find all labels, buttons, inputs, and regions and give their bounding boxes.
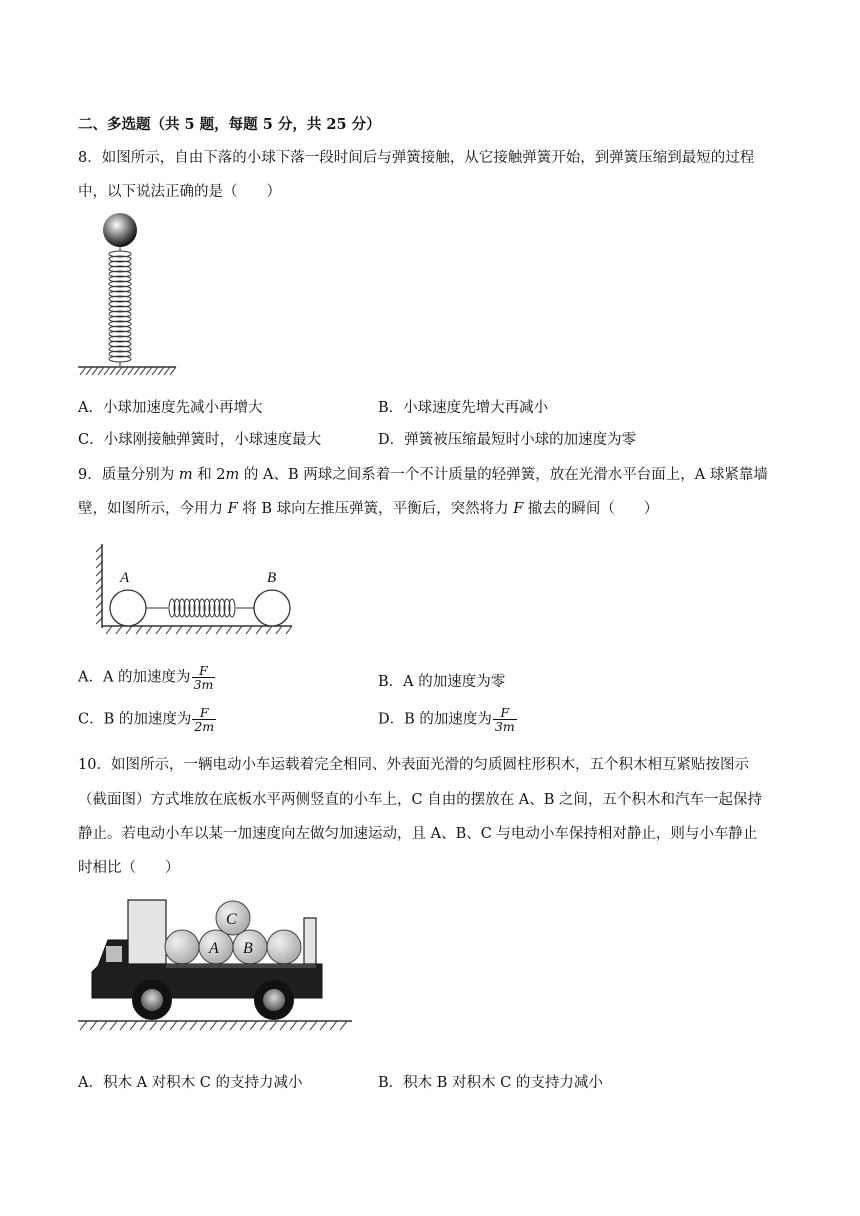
log-icon [165, 930, 199, 964]
q8-option-a: A．小球加速度先减小再增大 [78, 400, 263, 416]
truck-window [106, 946, 122, 962]
label-c: C [226, 911, 237, 928]
log-icon [267, 930, 301, 964]
q9-stem-line2: 壁，如图所示，今用力 F 将 B 球向左推压弹簧，平衡后，突然将力 F 撤去的瞬间（ ） [78, 501, 659, 517]
q9-option-a: A．A 的加速度为 $\frac{F}{3m}$ [78, 663, 214, 692]
wall-hatch-icon [96, 544, 102, 628]
q10-stem-line2: （截面图）方式堆放在底板水平两侧竖直的小车上，C 自由的摆放在 A、B 之间，五个积木和汽车一起保持 [78, 792, 763, 808]
ball-b-icon [254, 590, 290, 626]
label-a: A [209, 940, 219, 957]
spring-icon [109, 247, 131, 366]
q9-option-d: D．B 的加速度为 $\frac{F}{3m}$ [378, 705, 515, 734]
truck-tailgate [304, 918, 316, 964]
q8-ball-spring-figure [76, 210, 186, 380]
label-b: B [243, 940, 253, 957]
section-title: 二、多选题（共 5 题，每题 5 分，共 25 分） [78, 116, 381, 133]
wheel-hub-icon [263, 989, 285, 1011]
q9-option-c: C．B 的加速度为 $\frac{F}{2m}$ [78, 705, 215, 734]
label-a: A [120, 570, 130, 586]
force-variable: F [227, 501, 238, 517]
q10-stem-line4: 时相比（ ） [78, 860, 180, 876]
q8-stem-line1: 8．如图所示，自由下落的小球下落一段时间后与弹簧接触，从它接触弹簧开始，到弹簧压缩到最短的过程 [78, 150, 755, 166]
label-b: B [267, 570, 277, 586]
q10-truck-figure [78, 890, 354, 1040]
mass-variable: m [178, 467, 193, 483]
q8-option-c: C．小球刚接触弹簧时，小球速度最大 [78, 432, 322, 448]
wheel-hub-icon [141, 989, 163, 1011]
q9-option-b: B．A 的加速度为零 [378, 674, 506, 690]
ball-a-icon [110, 590, 146, 626]
q8-option-d: D．弹簧被压缩最短时小球的加速度为零 [378, 432, 637, 448]
ground-hatch-icon [78, 1021, 352, 1030]
force-variable: F [513, 501, 524, 517]
q10-option-a: A．积木 A 对积木 C 的支持力减小 [78, 1075, 303, 1091]
truck-cab-panel [128, 900, 166, 964]
spring-icon [146, 599, 254, 617]
ground-hatch-icon [78, 367, 176, 375]
q8-option-b: B．小球速度先增大再减小 [378, 400, 549, 416]
q9-wall-spring-figure [96, 540, 298, 640]
q8-stem-line2: 中，以下说法正确的是（ ） [78, 184, 281, 200]
ball-icon [103, 213, 137, 247]
q9-stem-line1: 9．质量分别为 m 和 2m 的 A、B 两球之间系着一个不计质量的轻弹簧，放在光滑水平台面上，A 球紧靠墙 [78, 467, 768, 483]
q10-option-b: B．积木 B 对积木 C 的支持力减小 [378, 1075, 603, 1091]
mass-variable: m [225, 467, 240, 483]
q10-stem-line3: 静止。若电动小车以某一加速度向左做匀加速运动，且 A、B、C 与电动小车保持相对静止，则与小车静止 [78, 826, 758, 842]
q10-stem-line1: 10．如图所示，一辆电动小车运载着完全相同、外表面光滑的匀质圆柱形积木，五个积木相互紧贴按图示 [78, 757, 749, 773]
truck-bed-stripe [166, 964, 316, 968]
floor-hatch-icon [102, 626, 292, 634]
